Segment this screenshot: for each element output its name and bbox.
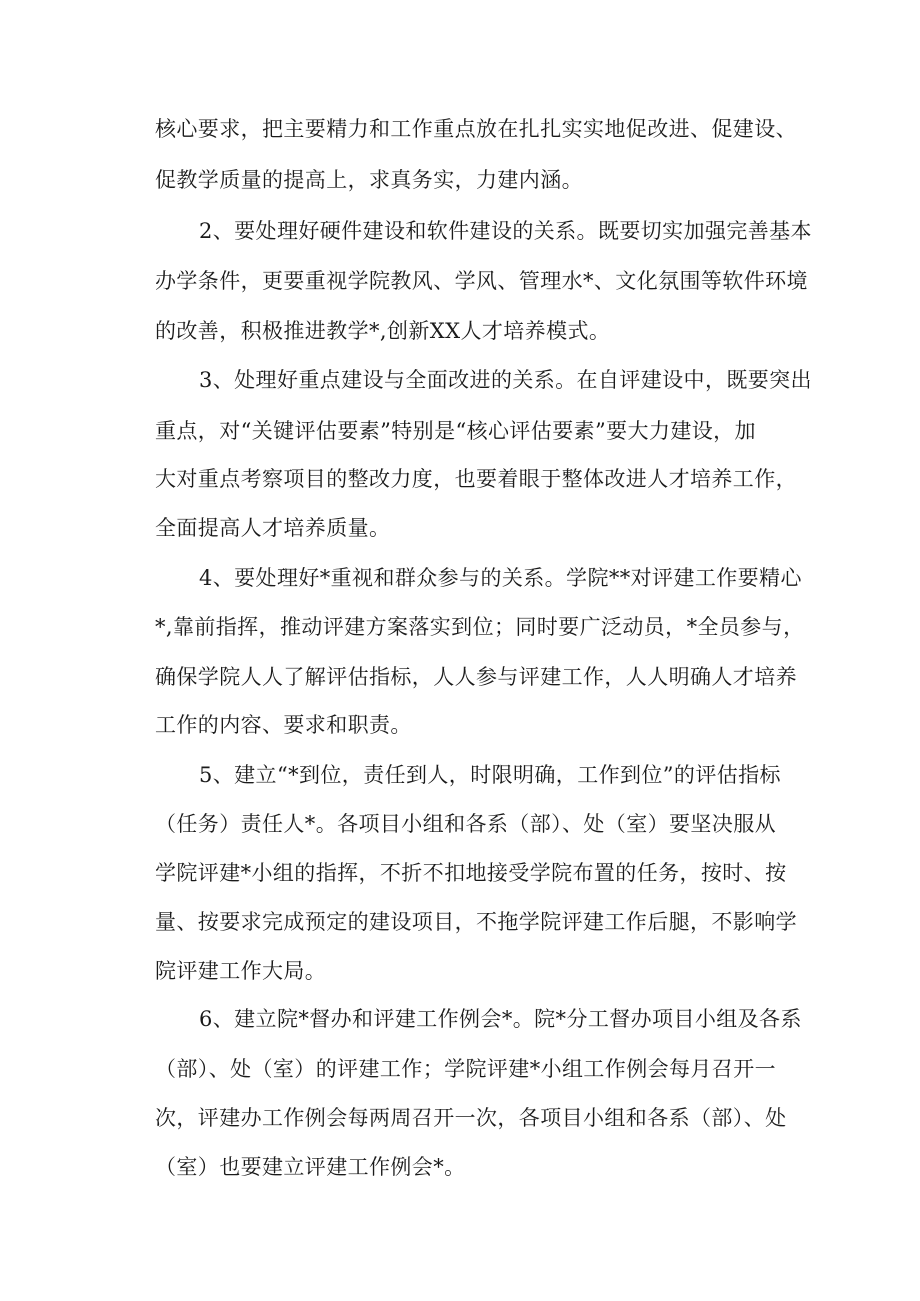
text-line: 量、按要求完成预定的建设项目，不拖学院评建工作后腿，不影响学 [155,910,797,934]
text-line: 确保学院人人了解评估指标，人人参与评建工作，人人明确人才培养 [155,665,797,689]
text-line: 4、要处理好*重视和群众参与的关系。学院**对评建工作要精心 [199,566,802,590]
text-line: 工作的内容、要求和职责。 [155,713,412,737]
text-line: 办学条件，更要重视学院教风、学风、管理水*、文化氛围等软件环境 [155,269,808,293]
text-line: 2、要处理好硬件建设和软件建设的关系。既要切实加强完善基本 [199,219,812,243]
text-line: （部）、处（室）的评建工作；学院评建*小组工作例会每月召开一 [155,1057,776,1081]
text-line: 促教学质量的提高上，求真务实，力建内涵。 [155,168,583,192]
text-line: （室）也要建立评建工作例会*。 [155,1155,466,1179]
text-line: 的改善，积极推进教学*,创新XX人才培养模式。 [155,319,611,343]
text-line: 重点，对“关键评估要素”特别是“核心评估要素”要大力建设，加 [155,419,756,443]
text-line: 全面提高人才培养质量。 [155,516,391,540]
text-line: 6、建立院*督办和评建工作例会*。院*分工督办项目小组及各系 [199,1007,802,1031]
text-line: 5、建立“*到位，责任到人，时限明确，工作到位”的评估指标 [199,763,781,787]
text-line: 3、处理好重点建设与全面改进的关系。在自评建设中，既要突出 [199,368,812,392]
text-line: 院评建工作大局。 [155,959,327,983]
text-line: 核心要求，把主要精力和工作重点放在扎扎实实地促改进、促建设、 [155,117,797,141]
text-line: （任务）责任人*。各项目小组和各系（部）、处（室）要坚决服从 [155,812,776,836]
text-line: 大对重点考察项目的整改力度，也要着眼于整体改进人才培养工作， [155,467,797,491]
text-line: 学院评建*小组的指挥，不折不扣地接受学院布置的任务，按时、按 [155,861,787,885]
text-line: 次，评建办工作例会每两周召开一次，各项目小组和各系（部）、处 [155,1106,787,1130]
text-line: *,靠前指挥，推动评建方案落实到位；同时要广泛动员，*全员参与， [155,615,805,639]
